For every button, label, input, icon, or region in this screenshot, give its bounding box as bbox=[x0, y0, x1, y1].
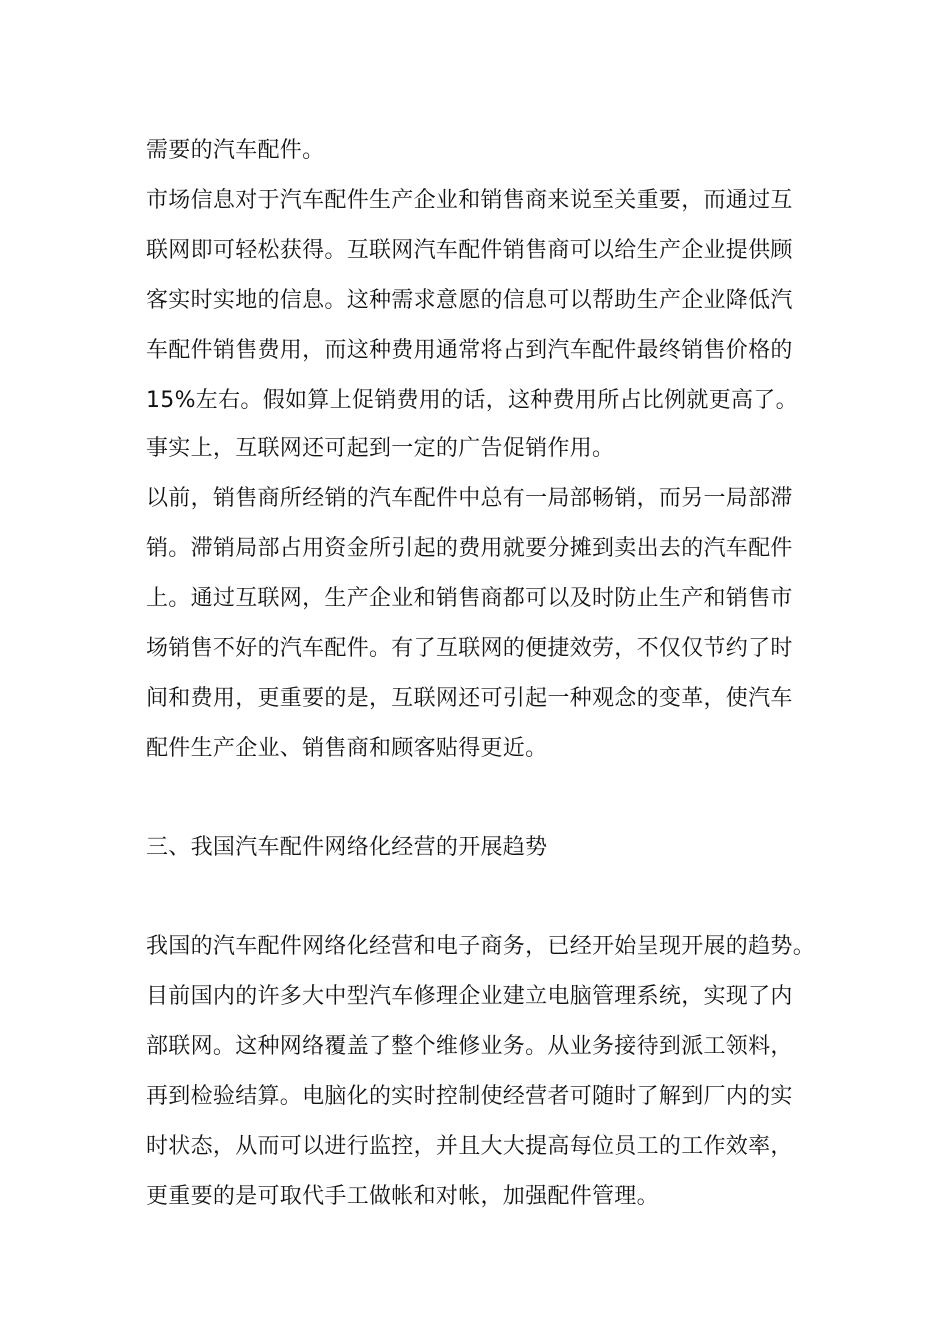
paragraph-3-line-4: 场销售不好的汽车配件。有了互联网的便捷效劳，不仅仅节约了时 bbox=[146, 636, 793, 661]
paragraph-3-line-6: 配件生产企业、销售商和顾客贴得更近。 bbox=[146, 736, 548, 761]
section-heading: 三、我国汽车配件网络化经营的开展趋势 bbox=[146, 835, 548, 860]
paragraph-1-line-1: 需要的汽车配件。 bbox=[146, 138, 325, 163]
paragraph-2-line-6: 事实上，互联网还可起到一定的广告促销作用。 bbox=[146, 436, 615, 461]
paragraph-3-line-2: 销。滞销局部占用资金所引起的费用就要分摊到卖出去的汽车配件 bbox=[146, 536, 793, 561]
paragraph-4-line-1: 我国的汽车配件网络化经营和电子商务，已经开始呈现开展的趋势。 bbox=[146, 934, 816, 959]
paragraph-2-line-3: 客实时实地的信息。这种需求意愿的信息可以帮助生产企业降低汽 bbox=[146, 288, 793, 313]
paragraph-4-line-4: 再到检验结算。电脑化的实时控制使经营者可随时了解到厂内的实 bbox=[146, 1084, 793, 1109]
paragraph-2-line-5: 15%左右。假如算上促销费用的话，这种费用所占比例就更高了。 bbox=[146, 388, 798, 413]
paragraph-2-line-4: 车配件销售费用，而这种费用通常将占到汽车配件最终销售价格的 bbox=[146, 338, 793, 363]
paragraph-4-line-3: 部联网。这种网络覆盖了整个维修业务。从业务接待到派工领料， bbox=[146, 1034, 793, 1059]
paragraph-3-line-5: 间和费用，更重要的是，互联网还可引起一种观念的变革，使汽车 bbox=[146, 686, 793, 711]
paragraph-2-line-1: 市场信息对于汽车配件生产企业和销售商来说至关重要，而通过互 bbox=[146, 188, 793, 213]
paragraph-4-line-6: 更重要的是可取代手工做帐和对帐，加强配件管理。 bbox=[146, 1184, 659, 1209]
paragraph-2-line-2: 联网即可轻松获得。互联网汽车配件销售商可以给生产企业提供顾 bbox=[146, 238, 793, 263]
paragraph-3-line-3: 上。通过互联网，生产企业和销售商都可以及时防止生产和销售市 bbox=[146, 586, 793, 611]
paragraph-4-line-5: 时状态，从而可以进行监控，并且大大提高每位员工的工作效率， bbox=[146, 1134, 793, 1159]
paragraph-4-line-2: 目前国内的许多大中型汽车修理企业建立电脑管理系统，实现了内 bbox=[146, 984, 793, 1009]
paragraph-3-line-1: 以前，销售商所经销的汽车配件中总有一局部畅销，而另一局部滞 bbox=[146, 486, 793, 511]
